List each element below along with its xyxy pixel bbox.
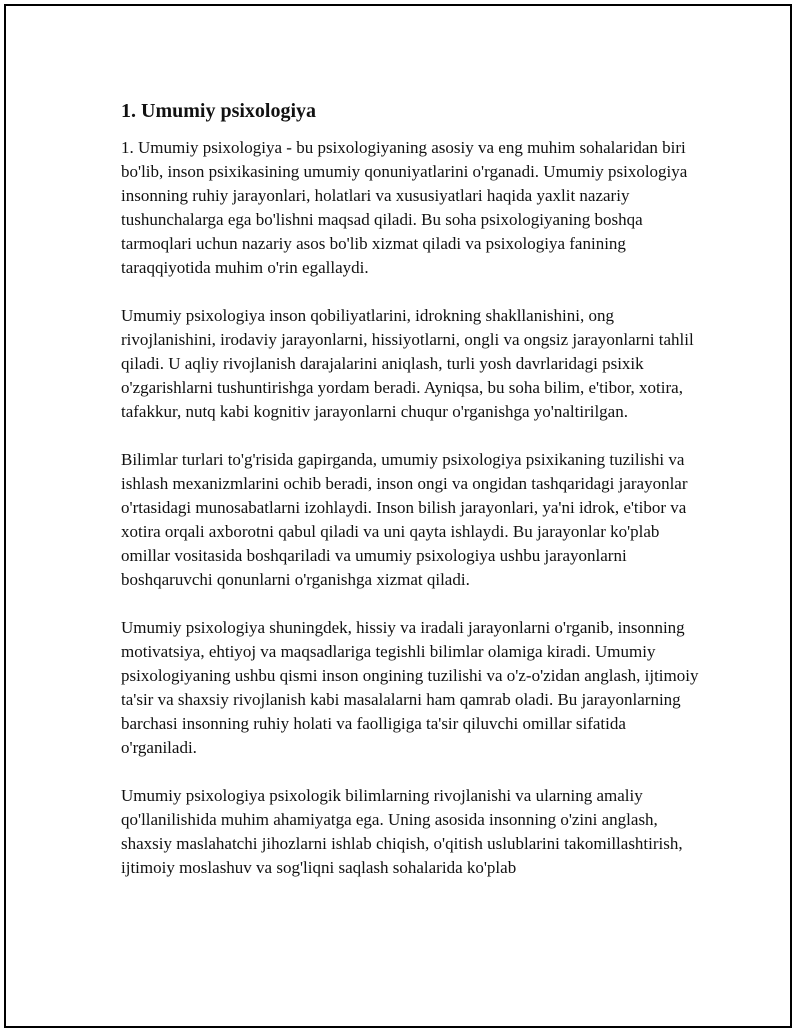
- paragraph-1: 1. Umumiy psixologiya - bu psixologiyaning asosiy va eng muhim sohalaridan biri bo'lib, inson psixikasining umumiy qonuniyatlarini o'rganadi. Umumiy psixologiya insonning ruhiy jarayonlari, holatlari va xususiyatlari haqida yaxlit nazariy tushunchalarga ega bo'lishni maqsad qiladi. Bu soha psixologiyaning boshqa tarmoqlari uchun nazariy asos bo'lib xizmat qiladi va psixologiya fanining taraqqiyotida muhim o'rin egallaydi.: [121, 138, 688, 277]
- paragraph-5: Umumiy psixologiya psixologik bilimlarning rivojlanishi va ularning amaliy qo'llanilishida muhim ahamiyatga ega. Uning asosida insonning o'zini anglash, shaxsiy maslahatchi jihozlarni ishlab chiqish, o'qitish uslublarini takomillashtirish, ijtimoiy moslashuv va sog'liqni saqlash sohalarida ko'plab: [121, 786, 683, 877]
- paragraph-3: Bilimlar turlari to'g'risida gapirganda, umumiy psixologiya psixikaning tuzilishi va ishlash mexanizmlarini ochib beradi, inson ongi va ongidan tashqaridagi jarayonlar o'rtasidagi munosabatlarni izohlaydi. Inson bilish jarayonlari, ya'ni idrok, e'tibor va xotira orqali axborotni qabul qiladi va uni qayta ishlaydi. Bu jarayonlar ko'plab omillar vositasida boshqariladi va umumiy psixologiya ushbu jarayonlarni boshqaruvchi qonunlarni o'rganishga xizmat qiladi.: [121, 450, 688, 589]
- paragraph-4: Umumiy psixologiya shuningdek, hissiy va iradali jarayonlarni o'rganib, insonning motivatsiya, ehtiyoj va maqsadlariga tegishli bilimlar olamiga kiradi. Umumiy psixologiyaning ushbu qismi inson ongining tuzilishi va o'z-o'zidan anglash, ijtimoiy ta'sir va shaxsiy rivojlanish kabi masalalarni ham qamrab oladi. Bu jarayonlarning barchasi insonning ruhiy holati va faolligiga ta'sir qiluvchi omillar sifatida o'rganiladi.: [121, 618, 699, 757]
- page-frame: [4, 4, 792, 1028]
- document-title: 1. Umumiy psixologiya: [121, 100, 317, 122]
- paragraph-2: Umumiy psixologiya inson qobiliyatlarini, idrokning shakllanishini, ong rivojlanishini, irodaviy jarayonlarni, hissiyotlarni, ongli va ongsiz jarayonlarni tahlil qiladi. U aqliy rivojlanish darajalarini aniqlash, turli yosh davrlaridagi psixik o'zgarishlarni tushuntirishga yordam beradi. Ayniqsa, bu soha bilim, e'tibor, xotira, tafakkur, nutq kabi kognitiv jarayonlarni chuqur o'rganishga yo'naltirilgan.: [121, 306, 694, 421]
- document-body: [121, 98, 701, 904]
